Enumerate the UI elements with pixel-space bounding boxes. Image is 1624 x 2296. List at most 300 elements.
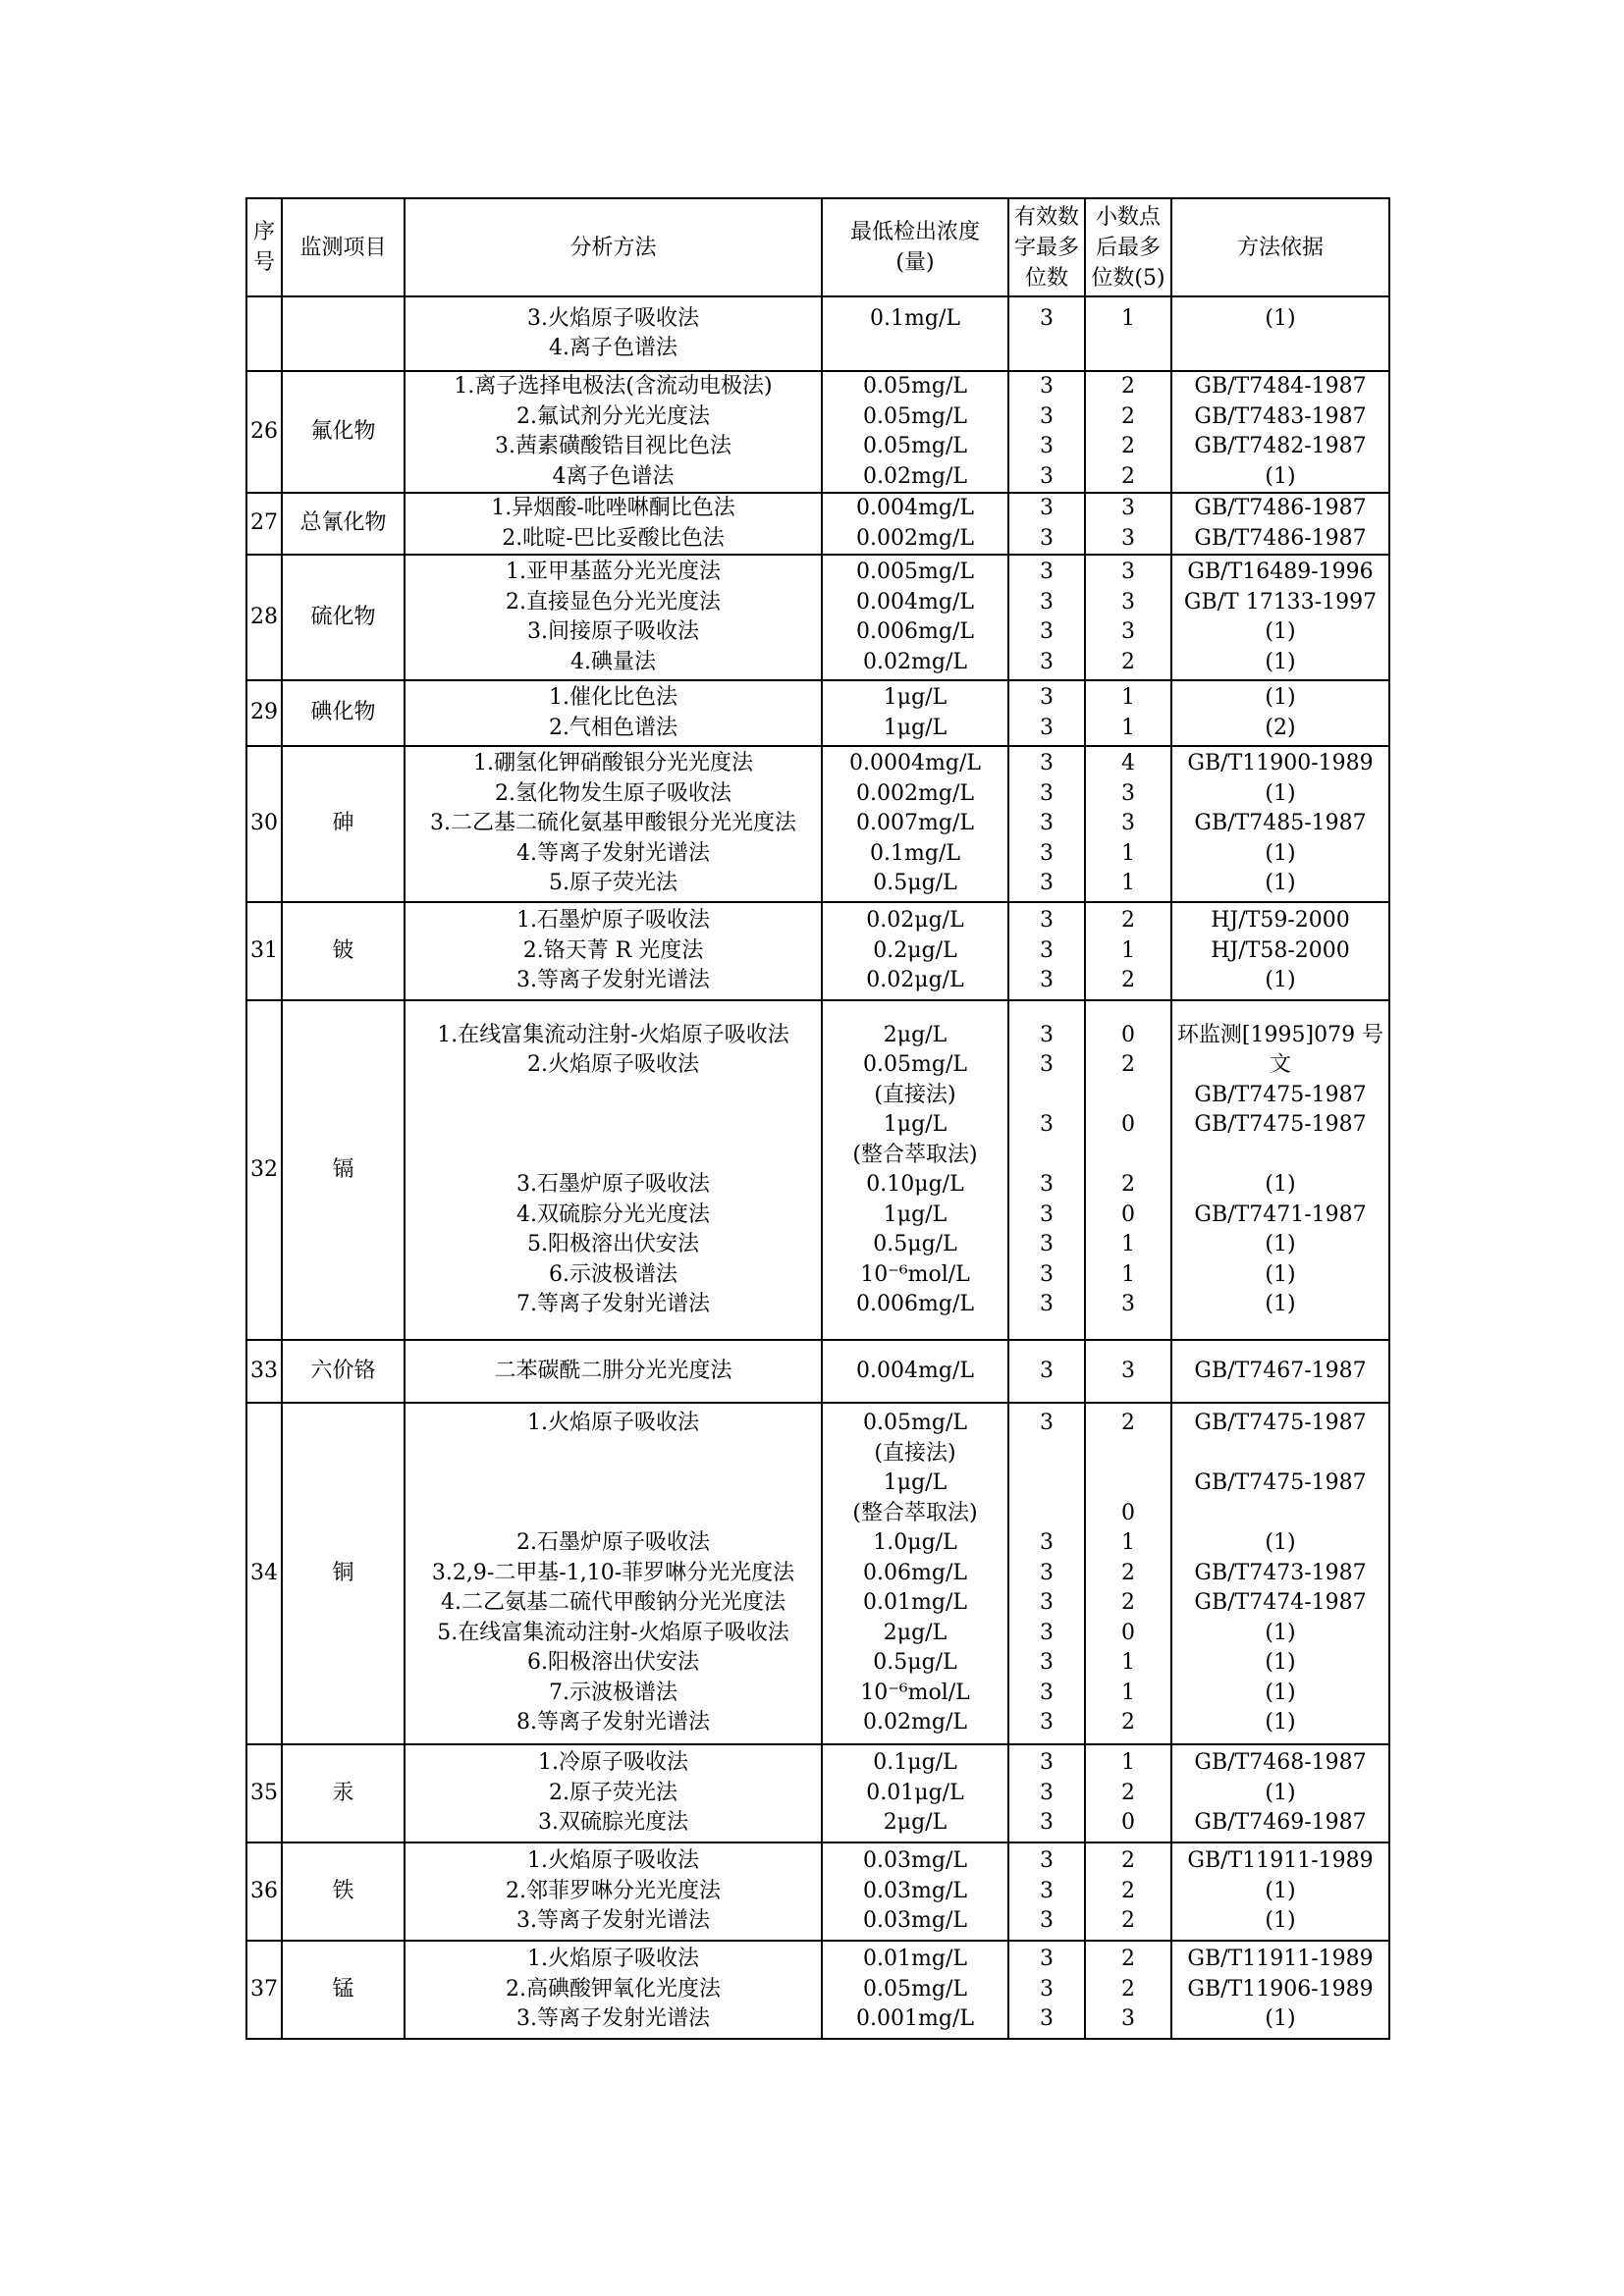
cell-sig-digits-line: 3	[1040, 1848, 1054, 1874]
cell-decimals-line	[1088, 1439, 1168, 1469]
cell-methods-line: 3.火焰原子吸收法	[527, 305, 699, 331]
cell-sig-digits-line: 3	[1040, 1750, 1054, 1776]
cell-sig-digits-line: 3	[1040, 1710, 1054, 1735]
cell-basis	[1171, 680, 1389, 746]
cell-min-conc-line: 0.03mg/L	[863, 1908, 967, 1934]
cell-min-conc	[822, 746, 1008, 902]
cell-sig-digits-line	[1011, 1081, 1082, 1111]
cell-basis-line: GB/T7486-1987	[1194, 496, 1367, 520]
cell-sig-digits-line: 3	[1040, 619, 1054, 644]
cell-decimals-line: 1	[1121, 840, 1135, 866]
cell-min-conc-line: 0.05mg/L	[863, 434, 967, 458]
cell-methods-line: 7.示波极谱法	[549, 1680, 677, 1705]
cell-min-conc-line: 0.02mg/L	[863, 649, 967, 674]
header-basis: 方法依据	[1171, 198, 1389, 296]
cell-decimals-line	[1088, 334, 1168, 364]
cell-methods-line: 4离子色谱法	[552, 463, 675, 489]
cell-methods-line: 1.火焰原子吸收法	[527, 1947, 699, 1972]
cell-sig-digits-line: 3	[1040, 525, 1054, 551]
cell-min-conc-line: 0.10μg/L	[866, 1172, 964, 1197]
cell-sig-digits-line: 3	[1040, 1908, 1054, 1934]
cell-min-conc	[822, 371, 1008, 493]
cell-sig-digits-line: 3	[1040, 1590, 1054, 1616]
cell-min-conc-line: 0.06mg/L	[863, 1560, 967, 1585]
cell-basis-line: 环监测[1995]079 号	[1176, 1022, 1384, 1047]
cell-methods-line: 5.在线富集流动注射-火焰原子吸收法	[437, 1620, 789, 1645]
cell-basis-line: GB/T7471-1987	[1194, 1201, 1367, 1227]
cell-methods	[405, 1340, 822, 1403]
cell-min-conc-line: 0.02μg/L	[866, 968, 964, 993]
cell-decimals	[1085, 680, 1171, 746]
cell-decimals	[1085, 902, 1171, 1000]
cell-methods-line: 2.气相色谱法	[549, 715, 677, 740]
cell-min-conc	[822, 1941, 1008, 2039]
cell-sig-digits-line: 3	[1040, 649, 1054, 674]
cell-sig-digits-line: 3	[1040, 1530, 1054, 1556]
cell-decimals-line: 2	[1121, 374, 1135, 399]
cell-methods	[405, 1000, 822, 1340]
cell-methods-line: 7.等离子发射光谱法	[516, 1292, 710, 1316]
cell-sig-digits-line: 3	[1040, 937, 1054, 963]
cell-min-conc-line: 0.01μg/L	[866, 1780, 964, 1805]
cell-min-conc	[822, 555, 1008, 680]
cell-decimals-line	[1088, 1141, 1168, 1171]
table-header-row	[246, 198, 1389, 296]
cell-methods-line: 4.碘量法	[570, 649, 656, 674]
cell-basis-line: (1)	[1265, 463, 1296, 489]
cell-decimals-line: 2	[1121, 1172, 1135, 1197]
cell-decimals	[1085, 1842, 1171, 1941]
cell-methods-line: 3.2,9-二甲基-1,10-菲罗啉分光光度法	[431, 1560, 795, 1585]
header-sig-digits: 有效数 字最多 位数	[1008, 198, 1085, 296]
cell-min-conc-line: 0.006mg/L	[856, 1292, 974, 1316]
cell-basis-line: GB/T7468-1987	[1194, 1750, 1367, 1776]
cell-min-conc-line: 0.0004mg/L	[849, 751, 981, 776]
cell-methods-line: 6.阳极溶出伏安法	[527, 1650, 699, 1676]
cell-methods-line: 3.等离子发射光谱法	[516, 1908, 710, 1934]
cell-basis-line: (1)	[1265, 1292, 1296, 1316]
cell-basis-line: (1)	[1265, 1780, 1296, 1805]
cell-basis-line: (1)	[1265, 305, 1296, 331]
cell-sig-digits-line: 3	[1040, 589, 1054, 614]
cell-decimals-line: 2	[1121, 1052, 1135, 1077]
cell-methods-line: 5.原子荧光法	[549, 871, 677, 896]
cell-basis	[1171, 1941, 1389, 2039]
cell-sig-digits-line: 3	[1040, 434, 1054, 458]
cell-methods-line: 3.等离子发射光谱法	[516, 2006, 710, 2032]
cell-min-conc-line: 0.004mg/L	[856, 589, 974, 614]
cell-decimals-line: 3	[1121, 1292, 1135, 1316]
cell-item: 总氰化物	[282, 493, 405, 555]
cell-min-conc-line: (整合萃取法)	[852, 1500, 978, 1525]
table-row	[246, 1941, 1389, 2039]
table-row	[246, 1403, 1389, 1744]
cell-methods-line: 2.邻菲罗啉分光光度法	[506, 1878, 721, 1903]
cell-seq: 36	[246, 1842, 282, 1941]
cell-methods-line: 1.在线富集流动注射-火焰原子吸收法	[437, 1022, 789, 1047]
cell-methods-line: 1.硼氢化钾硝酸银分光光度法	[473, 751, 753, 776]
cell-methods	[405, 902, 822, 1000]
table-row	[246, 746, 1389, 902]
cell-methods-line: 1.石墨炉原子吸收法	[516, 908, 710, 934]
cell-sig-digits-line: 3	[1040, 1172, 1054, 1197]
cell-sig-digits	[1008, 902, 1085, 1000]
cell-min-conc-line: 10⁻⁶mol/L	[860, 1261, 970, 1287]
cell-item: 镉	[282, 1000, 405, 1340]
cell-basis-line: GB/T 17133-1997	[1183, 589, 1378, 614]
cell-decimals-line: 1	[1121, 1530, 1135, 1556]
cell-sig-digits-line: 3	[1040, 840, 1054, 866]
cell-methods-line: 5.阳极溶出伏安法	[527, 1232, 699, 1256]
cell-basis-line: (1)	[1265, 968, 1296, 993]
cell-min-conc-line: 0.05mg/L	[863, 403, 967, 429]
cell-seq: 28	[246, 555, 282, 680]
cell-methods-line: 2.氢化物发生原子吸收法	[495, 780, 731, 806]
cell-basis-line: (1)	[1265, 1530, 1296, 1556]
cell-sig-digits-line: 3	[1040, 1022, 1054, 1047]
cell-decimals-line: 0	[1121, 1201, 1135, 1227]
cell-basis-line: (1)	[1265, 1172, 1296, 1197]
cell-methods-line: 1.亚甲基蓝分光光度法	[506, 560, 721, 584]
cell-decimals-line: 2	[1121, 1590, 1135, 1616]
cell-min-conc-line: 0.5μg/L	[873, 871, 957, 896]
cell-sig-digits-line	[1011, 334, 1082, 364]
cell-basis-line: (1)	[1265, 619, 1296, 644]
cell-decimals-line: 3	[1121, 811, 1135, 836]
table-body	[246, 296, 1389, 2039]
cell-decimals	[1085, 1000, 1171, 1340]
cell-decimals-line: 1	[1121, 1680, 1135, 1705]
cell-decimals-line: 3	[1121, 496, 1135, 520]
cell-methods-line	[407, 1110, 819, 1141]
cell-min-conc-line: 0.02mg/L	[863, 1710, 967, 1735]
cell-seq: 26	[246, 371, 282, 493]
cell-min-conc-line: 0.005mg/L	[856, 560, 974, 584]
cell-methods-line: 3.双硫腙光度法	[538, 1810, 688, 1836]
cell-min-conc	[822, 296, 1008, 371]
cell-min-conc	[822, 493, 1008, 555]
cell-decimals-line: 1	[1121, 1232, 1135, 1256]
cell-methods-line: 4.等离子发射光谱法	[516, 840, 710, 866]
cell-decimals-line: 2	[1121, 1848, 1135, 1874]
cell-decimals-line: 1	[1121, 305, 1135, 331]
cell-methods-line: 6.示波极谱法	[549, 1261, 677, 1287]
cell-methods-line	[407, 1439, 819, 1469]
cell-basis	[1171, 371, 1389, 493]
cell-min-conc-line: 0.1mg/L	[870, 305, 960, 331]
cell-sig-digits-line: 3	[1040, 1292, 1054, 1316]
cell-basis	[1171, 1000, 1389, 1340]
table-row	[246, 296, 1389, 371]
cell-basis-line: (2)	[1265, 715, 1296, 740]
cell-min-conc-line: 0.02mg/L	[863, 463, 967, 489]
cell-methods-line	[407, 1468, 819, 1499]
cell-min-conc-line: (整合萃取法)	[852, 1142, 978, 1167]
cell-min-conc	[822, 1403, 1008, 1744]
cell-methods-line: 1.离子选择电极法(含流动电极法)	[454, 374, 773, 399]
cell-decimals-line: 1	[1121, 1650, 1135, 1676]
cell-decimals	[1085, 1340, 1171, 1403]
cell-basis-line: GB/T11906-1989	[1187, 1976, 1374, 2002]
cell-sig-digits	[1008, 746, 1085, 902]
cell-min-conc-line: 0.5μg/L	[873, 1232, 957, 1256]
cell-methods-line: 3.石墨炉原子吸收法	[516, 1172, 710, 1197]
cell-sig-digits	[1008, 680, 1085, 746]
cell-min-conc-line: 0.03mg/L	[863, 1848, 967, 1874]
cell-sig-digits-line: 3	[1040, 1201, 1054, 1227]
cell-methods-line	[407, 1081, 819, 1111]
cell-sig-digits-line: 3	[1040, 1232, 1054, 1256]
cell-methods-line: 4.双硫腙分光光度法	[516, 1201, 710, 1227]
cell-decimals-line: 2	[1121, 463, 1135, 489]
cell-basis	[1171, 746, 1389, 902]
table-row	[246, 493, 1389, 555]
cell-min-conc-line: 0.01mg/L	[863, 1947, 967, 1972]
cell-sig-digits-line: 3	[1040, 1810, 1054, 1836]
cell-decimals-line: 3	[1121, 589, 1135, 614]
cell-methods-line: 1.火焰原子吸收法	[527, 1411, 699, 1436]
cell-sig-digits-line: 3	[1040, 403, 1054, 429]
cell-methods	[405, 680, 822, 746]
cell-methods-line: 二苯碳酰二肼分光光度法	[494, 1358, 732, 1383]
cell-min-conc	[822, 902, 1008, 1000]
cell-sig-digits-line: 3	[1040, 908, 1054, 934]
cell-seq: 27	[246, 493, 282, 555]
cell-min-conc	[822, 1000, 1008, 1340]
cell-basis-line: (1)	[1265, 1908, 1296, 1934]
cell-methods	[405, 371, 822, 493]
cell-decimals-line: 2	[1121, 1780, 1135, 1805]
cell-decimals-line: 1	[1121, 937, 1135, 963]
cell-sig-digits-line: 3	[1040, 1560, 1054, 1585]
cell-min-conc-line: (直接法)	[874, 1082, 956, 1107]
cell-basis-line	[1174, 1439, 1386, 1469]
cell-min-conc-line: 2μg/L	[883, 1620, 947, 1645]
cell-item: 六价铬	[282, 1340, 405, 1403]
cell-basis-line: (1)	[1265, 1680, 1296, 1705]
cell-decimals	[1085, 1941, 1171, 2039]
cell-decimals-line: 0	[1121, 1620, 1135, 1645]
cell-decimals-line	[1088, 1468, 1168, 1499]
table-row	[246, 555, 1389, 680]
cell-decimals-line: 2	[1121, 1976, 1135, 2002]
cell-sig-digits-line	[1011, 1499, 1082, 1529]
cell-basis-line: GB/T7483-1987	[1194, 403, 1367, 429]
cell-sig-digits-line: 3	[1040, 780, 1054, 806]
cell-min-conc-line: 0.03mg/L	[863, 1878, 967, 1903]
cell-seq: 29	[246, 680, 282, 746]
cell-min-conc	[822, 1744, 1008, 1842]
cell-item: 汞	[282, 1744, 405, 1842]
cell-sig-digits	[1008, 1403, 1085, 1744]
cell-decimals-line: 2	[1121, 1560, 1135, 1585]
cell-sig-digits-line: 3	[1040, 811, 1054, 836]
cell-min-conc-line: 1μg/L	[883, 1470, 947, 1496]
cell-basis-line: GB/T7473-1987	[1194, 1560, 1367, 1585]
cell-basis-line: GB/T11911-1989	[1187, 1947, 1374, 1972]
cell-sig-digits-line: 3	[1040, 871, 1054, 896]
cell-seq: 32	[246, 1000, 282, 1340]
cell-basis-line: GB/T7475-1987	[1194, 1112, 1367, 1137]
cell-decimals-line: 0	[1121, 1810, 1135, 1836]
cell-methods-line: 1.催化比色法	[549, 685, 677, 710]
cell-min-conc-line: 10⁻⁶mol/L	[860, 1680, 970, 1705]
cell-decimals-line: 2	[1121, 908, 1135, 934]
cell-basis-line: GB/T7467-1987	[1194, 1358, 1367, 1383]
cell-sig-digits-line	[1011, 1468, 1082, 1499]
cell-decimals-line: 2	[1121, 403, 1135, 429]
cell-min-conc-line: (直接法)	[874, 1440, 956, 1466]
cell-sig-digits-line: 3	[1040, 1878, 1054, 1903]
cell-min-conc	[822, 1842, 1008, 1941]
cell-min-conc-line: 1μg/L	[883, 715, 947, 740]
cell-basis-line: (1)	[1265, 2006, 1296, 2032]
cell-sig-digits	[1008, 296, 1085, 371]
header-min-conc: 最低检出浓度 (量)	[822, 198, 1008, 296]
cell-decimals-line: 1	[1121, 1261, 1135, 1287]
cell-decimals-line: 2	[1121, 434, 1135, 458]
cell-sig-digits-line: 3	[1040, 1411, 1054, 1436]
cell-basis-line: (1)	[1265, 1261, 1296, 1287]
cell-min-conc-line: 0.006mg/L	[856, 619, 974, 644]
cell-basis-line: (1)	[1265, 1620, 1296, 1645]
cell-methods-line: 2.氟试剂分光光度法	[516, 403, 710, 429]
cell-basis-line: (1)	[1265, 871, 1296, 896]
cell-methods	[405, 1744, 822, 1842]
table-row	[246, 1340, 1389, 1403]
cell-methods-line: 3.等离子发射光谱法	[516, 968, 710, 993]
cell-sig-digits-line: 3	[1040, 1620, 1054, 1645]
cell-sig-digits-line: 3	[1040, 751, 1054, 776]
cell-basis-line: HJ/T59-2000	[1211, 908, 1350, 934]
header-decimals: 小数点 后最多 位数(5)	[1085, 198, 1171, 296]
cell-item: 砷	[282, 746, 405, 902]
cell-item: 碘化物	[282, 680, 405, 746]
cell-basis-line	[1174, 1141, 1386, 1171]
cell-seq: 37	[246, 1941, 282, 2039]
cell-methods-line: 4.离子色谱法	[549, 336, 677, 360]
cell-methods-line: 2.火焰原子吸收法	[527, 1052, 699, 1077]
cell-decimals	[1085, 746, 1171, 902]
cell-decimals	[1085, 371, 1171, 493]
cell-min-conc-line: 1.0μg/L	[873, 1530, 957, 1556]
cell-decimals-line: 2	[1121, 649, 1135, 674]
cell-sig-digits-line: 3	[1040, 1947, 1054, 1972]
cell-decimals-line: 2	[1121, 1710, 1135, 1735]
cell-decimals-line: 3	[1121, 2006, 1135, 2032]
cell-min-conc-line: 0.004mg/L	[856, 1358, 974, 1383]
cell-sig-digits-line: 3	[1040, 2006, 1054, 2032]
cell-basis-line: GB/T11900-1989	[1187, 751, 1374, 776]
cell-min-conc-line	[825, 334, 1005, 364]
cell-decimals	[1085, 555, 1171, 680]
cell-decimals-line: 1	[1121, 685, 1135, 710]
cell-methods-line	[407, 1499, 819, 1529]
cell-sig-digits-line	[1011, 1439, 1082, 1469]
cell-methods-line: 3.二乙基二硫化氨基甲酸银分光光度法	[430, 811, 796, 836]
table-row	[246, 680, 1389, 746]
cell-item: 锰	[282, 1941, 405, 2039]
cell-min-conc-line: 0.1mg/L	[870, 840, 960, 866]
cell-item: 铍	[282, 902, 405, 1000]
cell-methods	[405, 555, 822, 680]
cell-basis-line: GB/T7474-1987	[1194, 1590, 1367, 1616]
cell-basis-line	[1174, 334, 1386, 364]
cell-basis	[1171, 493, 1389, 555]
cell-methods	[405, 296, 822, 371]
table-row	[246, 902, 1389, 1000]
header-method: 分析方法	[405, 198, 822, 296]
cell-sig-digits-line: 3	[1040, 968, 1054, 993]
cell-min-conc-line: 0.007mg/L	[856, 811, 974, 836]
cell-sig-digits	[1008, 1340, 1085, 1403]
cell-decimals-line: 3	[1121, 1358, 1135, 1383]
cell-sig-digits-line: 3	[1040, 463, 1054, 489]
cell-sig-digits	[1008, 555, 1085, 680]
cell-min-conc-line: 1μg/L	[883, 685, 947, 710]
cell-sig-digits-line: 3	[1040, 1261, 1054, 1287]
cell-min-conc-line: 0.01mg/L	[863, 1590, 967, 1616]
cell-methods-line: 2.石墨炉原子吸收法	[516, 1530, 710, 1556]
cell-decimals-line: 0	[1121, 1500, 1135, 1525]
cell-decimals	[1085, 296, 1171, 371]
cell-min-conc	[822, 1340, 1008, 1403]
cell-min-conc	[822, 680, 1008, 746]
cell-sig-digits-line: 3	[1040, 1976, 1054, 2002]
cell-decimals-line: 2	[1121, 968, 1135, 993]
cell-decimals-line: 1	[1121, 715, 1135, 740]
cell-decimals-line: 3	[1121, 525, 1135, 551]
cell-decimals-line: 0	[1121, 1112, 1135, 1137]
cell-min-conc-line: 2μg/L	[883, 1022, 947, 1047]
cell-methods-line: 2.吡啶-巴比妥酸比色法	[502, 525, 725, 551]
cell-decimals-line: 3	[1121, 619, 1135, 644]
cell-sig-digits	[1008, 1000, 1085, 1340]
cell-decimals-line: 2	[1121, 1908, 1135, 1934]
cell-methods-line: 4.二乙氨基二硫代甲酸钠分光光度法	[441, 1590, 785, 1616]
cell-sig-digits	[1008, 493, 1085, 555]
cell-methods	[405, 493, 822, 555]
cell-sig-digits	[1008, 371, 1085, 493]
cell-basis-line: GB/T7482-1987	[1194, 434, 1367, 458]
cell-sig-digits-line: 3	[1040, 1650, 1054, 1676]
cell-sig-digits-line: 3	[1040, 1680, 1054, 1705]
cell-item: 铁	[282, 1842, 405, 1941]
cell-sig-digits	[1008, 1941, 1085, 2039]
cell-basis	[1171, 1403, 1389, 1744]
cell-decimals-line	[1088, 1081, 1168, 1111]
cell-min-conc-line: 0.05mg/L	[863, 1411, 967, 1436]
cell-seq: 31	[246, 902, 282, 1000]
cell-methods-line: 3.茜素磺酸锆目视比色法	[495, 434, 731, 458]
cell-seq: 35	[246, 1744, 282, 1842]
cell-item: 氟化物	[282, 371, 405, 493]
cell-methods-line	[407, 1141, 819, 1171]
cell-basis	[1171, 1340, 1389, 1403]
cell-decimals-line: 0	[1121, 1022, 1135, 1047]
cell-decimals-line: 2	[1121, 1411, 1135, 1436]
table-row	[246, 1842, 1389, 1941]
cell-decimals-line: 2	[1121, 1878, 1135, 1903]
cell-decimals-line: 4	[1121, 751, 1135, 776]
cell-methods-line: 2.铬天菁 R 光度法	[522, 937, 704, 963]
cell-sig-digits-line: 3	[1040, 496, 1054, 520]
cell-min-conc-line: 0.001mg/L	[856, 2006, 974, 2032]
cell-min-conc-line: 0.5μg/L	[873, 1650, 957, 1676]
cell-decimals-line: 2	[1121, 1947, 1135, 1972]
cell-seq: 34	[246, 1403, 282, 1744]
header-item: 监测项目	[282, 198, 405, 296]
